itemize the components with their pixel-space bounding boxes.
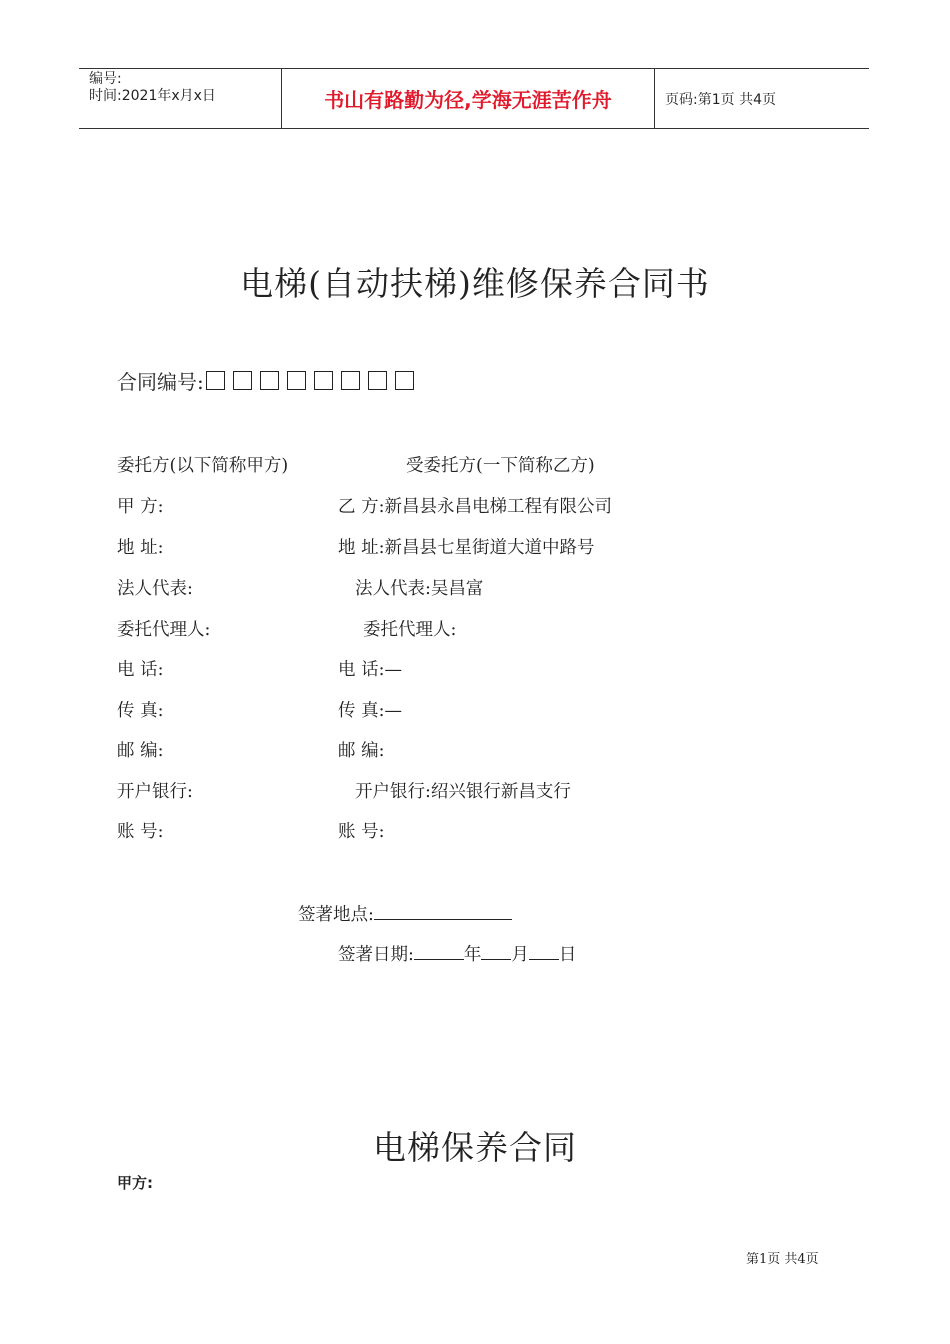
fax-a-field: 传 真:: [117, 701, 164, 721]
digit-box: [368, 371, 387, 390]
contractor-heading: 受委托方(一下简称乙方): [406, 456, 595, 476]
signing-date: [338, 941, 576, 966]
postcode-a-field: 邮 编:: [117, 741, 164, 761]
account-b-field: 账 号:: [338, 822, 385, 842]
header-time: 时间:2021年x月x日: [89, 88, 216, 104]
page-header: [79, 68, 869, 129]
fax-b-field: 传 真:—: [338, 701, 402, 721]
phone-b-field: 电 话:—: [338, 660, 402, 680]
party-a-field: 甲 方:: [117, 497, 164, 517]
bank-a-field: 开户银行:: [117, 782, 193, 802]
contract-number-boxes: [206, 371, 422, 390]
address-b-field: 地 址:新昌县七星街道大道中路号: [338, 538, 595, 558]
signing-date-label: 签著日期:: [338, 945, 414, 965]
digit-box: [233, 371, 252, 390]
year-blank: [414, 941, 464, 960]
client-heading: 委托方(以下简称甲方): [117, 456, 289, 476]
digit-box: [314, 371, 333, 390]
account-a-field: 账 号:: [117, 822, 164, 842]
day-label: 日: [558, 945, 577, 965]
month-blank: [481, 941, 511, 960]
agent-b-field: 委托代理人:: [363, 620, 457, 640]
signing-place-label: 签著地点:: [298, 905, 374, 925]
legal-rep-b-field: 法人代表:吴昌富: [355, 579, 484, 599]
postcode-b-field: 邮 编:: [338, 741, 385, 761]
agent-a-field: 委托代理人:: [117, 620, 211, 640]
digit-box: [287, 371, 306, 390]
header-number: 编号:: [89, 71, 122, 87]
header-meta: [79, 69, 281, 128]
bank-b-field: 开户银行:绍兴银行新昌支行: [355, 782, 571, 802]
contract-number: [117, 366, 422, 395]
legal-rep-a-field: 法人代表:: [117, 579, 193, 599]
header-motto: 书山有路勤为径,学海无涯苦作舟: [281, 69, 655, 128]
day-blank: [529, 941, 559, 960]
address-a-field: 地 址:: [117, 538, 164, 558]
party-a-label: 甲方:: [117, 1174, 153, 1192]
party-b-field: 乙 方:新昌县永昌电梯工程有限公司: [338, 497, 612, 517]
year-label: 年: [463, 945, 482, 965]
month-label: 月: [511, 945, 529, 965]
page-footer: 第1页 共4页: [746, 1252, 819, 1267]
header-page: 页码:第1页 共4页: [665, 91, 776, 108]
signing-place-blank: [374, 901, 512, 920]
digit-box: [395, 371, 414, 390]
document-title: 电梯(自动扶梯)维修保养合同书: [240, 264, 710, 303]
digit-box: [260, 371, 279, 390]
signing-place: [298, 901, 512, 926]
contract-number-label: 合同编号:: [117, 370, 204, 394]
digit-box: [206, 371, 225, 390]
phone-a-field: 电 话:: [117, 660, 164, 680]
section-title: 电梯保养合同: [373, 1128, 577, 1167]
digit-box: [341, 371, 360, 390]
